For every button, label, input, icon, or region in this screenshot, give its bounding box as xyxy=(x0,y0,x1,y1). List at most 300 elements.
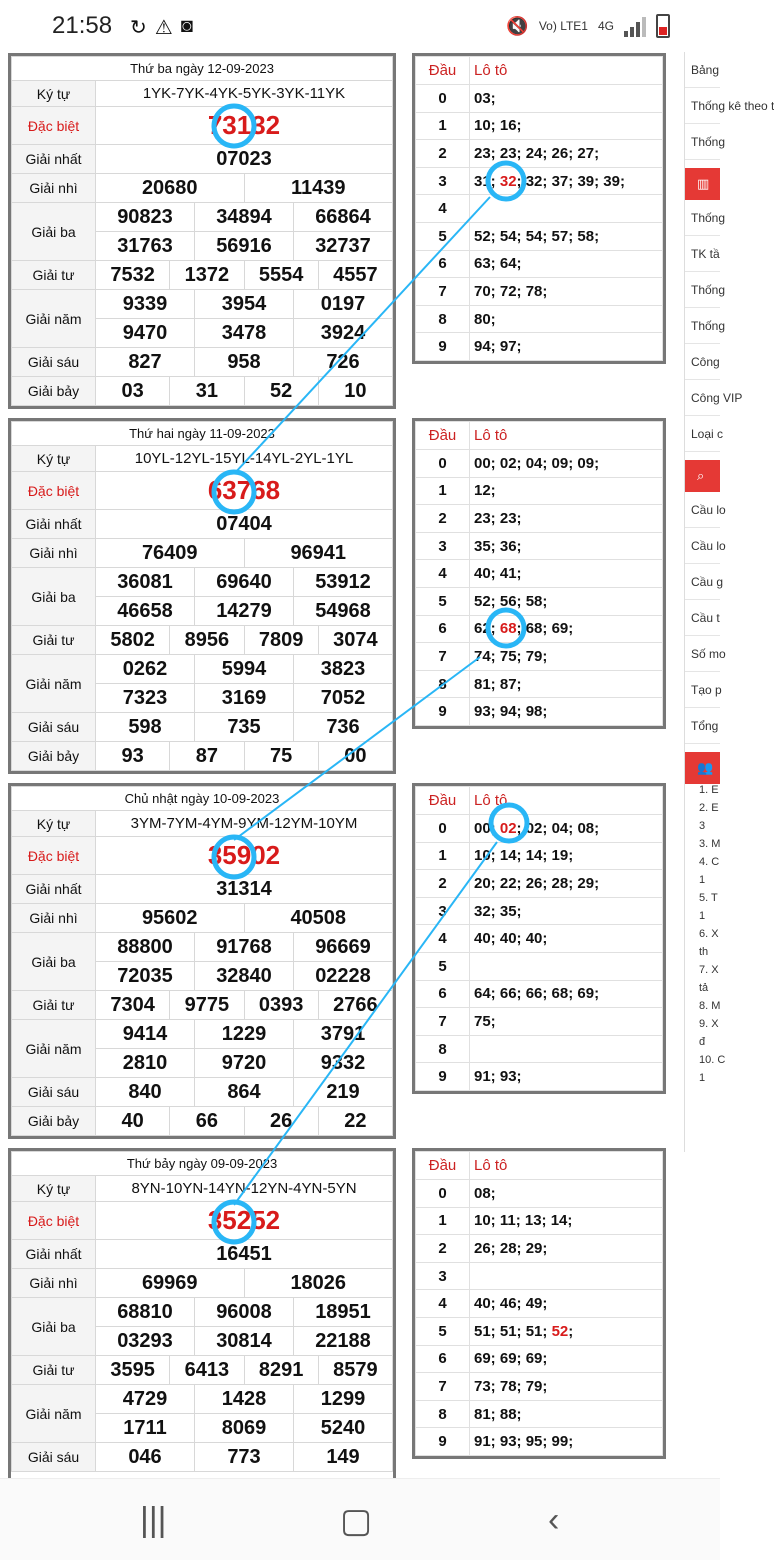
loto-head-digit: 1 xyxy=(416,1207,470,1235)
loto-values xyxy=(470,952,663,980)
row-label: Giải sáu xyxy=(12,1443,96,1472)
loto-values: 52; 56; 58; xyxy=(470,587,663,615)
prize-number: 00 xyxy=(318,742,392,771)
loto-number: 69; xyxy=(551,620,574,638)
loto-number: 00; xyxy=(474,819,500,837)
prize-number: 773 xyxy=(195,1443,294,1472)
prize-number: 03 xyxy=(96,377,170,406)
prize-number: 40508 xyxy=(244,904,393,933)
prize-number: 3074 xyxy=(318,626,392,655)
loto-values: 91; 93; 95; 99; xyxy=(470,1428,663,1456)
users-icon: 👥 xyxy=(685,752,720,784)
prize-number: 32737 xyxy=(294,232,393,261)
sidebar-list-item[interactable]: 1 xyxy=(699,874,706,886)
loto-header-dau: Đầu xyxy=(416,57,470,85)
sidebar-link[interactable]: Công VIP xyxy=(685,380,720,416)
prize-number: 2810 xyxy=(96,1049,195,1078)
sidebar-link[interactable]: Công xyxy=(685,344,720,380)
loto-head-digit: 9 xyxy=(416,333,470,361)
loto-values: 73; 78; 79; xyxy=(470,1373,663,1401)
loto-values: 10; 14; 14; 19; xyxy=(470,842,663,870)
sidebar-link[interactable]: Thống xyxy=(685,308,720,344)
row-label: Giải sáu xyxy=(12,348,96,377)
row-label: Giải nhất xyxy=(12,875,96,904)
prize-number: 8956 xyxy=(170,626,244,655)
loto-values: 64; 66; 66; 68; 69; xyxy=(470,980,663,1008)
loto-head-digit: 6 xyxy=(416,1345,470,1373)
loto-number: 08; xyxy=(577,819,600,837)
recent-apps-button[interactable]: ||| xyxy=(140,1501,167,1539)
prize-number: 68810 xyxy=(96,1298,195,1327)
prize-number: 16451 xyxy=(96,1240,393,1269)
prize-number: 9470 xyxy=(96,319,195,348)
prize-number: 75 xyxy=(244,742,318,771)
prize-number: 598 xyxy=(96,713,195,742)
app-notification-icon: ◙ xyxy=(180,15,193,37)
prize-number: 69640 xyxy=(195,568,294,597)
loto-values: 10; 16; xyxy=(470,112,663,140)
prize-number: 46658 xyxy=(96,597,195,626)
prize-number: 9720 xyxy=(195,1049,294,1078)
prize-number: 11439 xyxy=(244,174,393,203)
loto-values: 70; 72; 78; xyxy=(470,278,663,306)
prize-number: 72035 xyxy=(96,962,195,991)
prize-number: 5802 xyxy=(96,626,170,655)
row-label: Đặc biệt xyxy=(12,837,96,875)
loto-values: 35; 36; xyxy=(470,532,663,560)
sidebar-list-item[interactable]: 10. C xyxy=(699,1054,726,1066)
loto-head-digit: 7 xyxy=(416,278,470,306)
sidebar-list-item[interactable]: 1 xyxy=(699,1072,706,1084)
row-label: Giải nhì xyxy=(12,174,96,203)
loto-values: 69; 69; 69; xyxy=(470,1345,663,1373)
prize-number: 10 xyxy=(318,377,392,406)
row-label: Đặc biệt xyxy=(12,472,96,510)
kytu-value: 10YL-12YL-15YL-14YL-2YL-1YL xyxy=(96,446,393,472)
prize-number: 3823 xyxy=(294,655,393,684)
prize-number: 22 xyxy=(318,1107,392,1136)
prize-number: 5994 xyxy=(195,655,294,684)
loto-head-digit: 5 xyxy=(416,1317,470,1345)
prize-number: 34894 xyxy=(195,203,294,232)
loto-number: 68 xyxy=(499,620,517,638)
prize-number: 6413 xyxy=(170,1356,244,1385)
prize-number: 56916 xyxy=(195,232,294,261)
sidebar-list-item[interactable]: 2. E xyxy=(699,802,719,814)
prize-number: 2766 xyxy=(318,991,392,1020)
loto-number: 52 xyxy=(551,1322,569,1340)
sidebar-link[interactable]: TK tầ xyxy=(685,236,720,272)
prize-number: 1229 xyxy=(195,1020,294,1049)
result-table xyxy=(8,418,396,774)
prize-number: 07023 xyxy=(96,145,393,174)
prize-number: 36081 xyxy=(96,568,195,597)
loto-head-digit: 7 xyxy=(416,643,470,671)
prize-number: 726 xyxy=(294,348,393,377)
loto-values: 31; 32; 32; 37; 39; 39; xyxy=(470,167,663,195)
loto-values: 51; 51; 51; 52; xyxy=(470,1317,663,1345)
prize-number: 149 xyxy=(294,1443,393,1472)
loto-head-digit: 5 xyxy=(416,587,470,615)
loto-values: 08; xyxy=(470,1180,663,1208)
loto-head-digit: 7 xyxy=(416,1373,470,1401)
prize-number: 0262 xyxy=(96,655,195,684)
prize-number: 7304 xyxy=(96,991,170,1020)
prize-number: 30814 xyxy=(195,1327,294,1356)
row-label: Giải tư xyxy=(12,991,96,1020)
prize-number: 22188 xyxy=(294,1327,393,1356)
row-label: Giải ba xyxy=(12,1298,96,1356)
loto-values: 63; 64; xyxy=(470,250,663,278)
sidebar-link[interactable]: Số mo xyxy=(685,636,720,672)
prize-number: 66 xyxy=(170,1107,244,1136)
loto-head-digit: 2 xyxy=(416,1235,470,1263)
loto-head-digit: 2 xyxy=(416,505,470,533)
row-label: Giải tư xyxy=(12,626,96,655)
result-date-title: Thứ ba ngày 12-09-2023 xyxy=(12,57,393,81)
sidebar-list-item[interactable]: đ xyxy=(699,1036,706,1048)
sidebar-link[interactable]: Bảng xyxy=(685,52,720,88)
loto-head-digit: 9 xyxy=(416,1063,470,1091)
row-label: Giải nhất xyxy=(12,510,96,539)
prize-number: 90823 xyxy=(96,203,195,232)
lte-indicator: Vo) LTE1 xyxy=(538,19,588,33)
mute-icon: 🔇 xyxy=(506,15,529,36)
loto-values: 40; 40; 40; xyxy=(470,925,663,953)
sidebar-list-item[interactable]: 3. M xyxy=(699,838,721,850)
prize-number: 7532 xyxy=(96,261,170,290)
home-button[interactable]: ▢ xyxy=(340,1502,373,1540)
loto-header-dau: Đầu xyxy=(416,422,470,450)
prize-number: 4557 xyxy=(318,261,392,290)
battery-icon xyxy=(656,14,670,38)
prize-number: 14279 xyxy=(195,597,294,626)
prize-number: 18026 xyxy=(244,1269,393,1298)
loto-values: 91; 93; xyxy=(470,1063,663,1091)
row-label: Giải nhất xyxy=(12,145,96,174)
sidebar-link[interactable]: Loại c xyxy=(685,416,720,452)
loto-number: 39; xyxy=(603,172,625,190)
prize-number: 9775 xyxy=(170,991,244,1020)
loto-number: 37; xyxy=(551,172,578,190)
prize-number: 03293 xyxy=(96,1327,195,1356)
prize-number: 8291 xyxy=(244,1356,318,1385)
prize-number: 96008 xyxy=(195,1298,294,1327)
result-table xyxy=(8,1148,396,1480)
loto-table xyxy=(412,1148,666,1459)
loto-head-digit: 1 xyxy=(416,842,470,870)
row-label: Giải bảy xyxy=(12,1107,96,1136)
prize-number: 046 xyxy=(96,1443,195,1472)
prize-number: 864 xyxy=(195,1078,294,1107)
loto-header-loto: Lô tô xyxy=(470,787,663,815)
prize-number: 93 xyxy=(96,742,170,771)
loto-number: 31; xyxy=(474,172,500,190)
prize-number: 8069 xyxy=(195,1414,294,1443)
loto-values: 81; 88; xyxy=(470,1400,663,1428)
sidebar-link[interactable]: Tạo p xyxy=(685,672,720,708)
loto-number: 32; xyxy=(525,172,552,190)
prize-number: 20680 xyxy=(96,174,245,203)
prize-number: 5240 xyxy=(294,1414,393,1443)
loto-values: 10; 11; 13; 14; xyxy=(470,1207,663,1235)
row-label: Giải ba xyxy=(12,933,96,991)
prize-number: 827 xyxy=(96,348,195,377)
prize-number: 736 xyxy=(294,713,393,742)
navigation-bar xyxy=(0,1478,720,1560)
loto-values: 32; 35; xyxy=(470,897,663,925)
result-table xyxy=(8,53,396,409)
prize-number: 91768 xyxy=(195,933,294,962)
loto-number: 04; xyxy=(551,819,578,837)
prize-number: 88800 xyxy=(96,933,195,962)
prize-number: 958 xyxy=(195,348,294,377)
loto-table xyxy=(412,783,666,1094)
loto-head-digit: 4 xyxy=(416,1290,470,1318)
prize-number: 3595 xyxy=(96,1356,170,1385)
row-label: Giải ba xyxy=(12,568,96,626)
sidebar-list-item[interactable]: 5. T xyxy=(699,892,718,904)
loto-values: 94; 97; xyxy=(470,333,663,361)
back-button[interactable]: ‹ xyxy=(548,1501,560,1539)
right-sidebar xyxy=(684,52,774,1152)
row-label: Giải sáu xyxy=(12,713,96,742)
loto-values: 52; 54; 54; 57; 58; xyxy=(470,222,663,250)
sidebar-link[interactable]: Thống kê theo t xyxy=(685,88,720,124)
row-label: Giải năm xyxy=(12,290,96,348)
prize-number: 31 xyxy=(170,377,244,406)
signal-icon xyxy=(624,15,646,37)
sidebar-list-item[interactable]: 6. X xyxy=(699,928,719,940)
row-label: Giải năm xyxy=(12,655,96,713)
loto-head-digit: 6 xyxy=(416,980,470,1008)
loto-number: 02 xyxy=(499,819,517,837)
sidebar-link[interactable]: Cầu g xyxy=(685,564,720,600)
sidebar-list-item[interactable]: 8. M xyxy=(699,1000,721,1012)
loto-number: 51; xyxy=(499,1322,526,1340)
sidebar-list-item[interactable]: th xyxy=(699,946,709,958)
loto-head-digit: 5 xyxy=(416,222,470,250)
row-label: Ký tự xyxy=(12,811,96,837)
prize-number: 54968 xyxy=(294,597,393,626)
loto-values xyxy=(470,195,663,223)
loto-number: 51; xyxy=(525,1322,552,1340)
loto-head-digit: 3 xyxy=(416,532,470,560)
prize-number: 219 xyxy=(294,1078,393,1107)
prize-number: 1711 xyxy=(96,1414,195,1443)
network-type: 4G xyxy=(597,19,614,33)
loto-values xyxy=(470,1035,663,1063)
loto-head-digit: 8 xyxy=(416,1035,470,1063)
loto-values: 75; xyxy=(470,1008,663,1036)
loto-values: 40; 46; 49; xyxy=(470,1290,663,1318)
prize-number: 3954 xyxy=(195,290,294,319)
prize-number: 3791 xyxy=(294,1020,393,1049)
prize-number: 735 xyxy=(195,713,294,742)
loto-values: 81; 87; xyxy=(470,670,663,698)
kytu-value: 1YK-7YK-4YK-5YK-3YK-11YK xyxy=(96,81,393,107)
call-forward-icon: ↻ xyxy=(130,17,147,39)
prize-number: 8579 xyxy=(318,1356,392,1385)
loto-head-digit: 8 xyxy=(416,670,470,698)
row-label: Giải bảy xyxy=(12,377,96,406)
loto-values: 80; xyxy=(470,305,663,333)
prize-number: 69969 xyxy=(96,1269,245,1298)
special-prize: 35252 xyxy=(96,1202,393,1240)
prize-number: 40 xyxy=(96,1107,170,1136)
prize-number: 76409 xyxy=(96,539,245,568)
loto-head-digit: 2 xyxy=(416,870,470,898)
loto-head-digit: 0 xyxy=(416,450,470,478)
loto-number: 32 xyxy=(499,172,517,190)
prize-number: 31314 xyxy=(96,875,393,904)
prize-number: 1372 xyxy=(170,261,244,290)
loto-values: 23; 23; xyxy=(470,505,663,533)
prize-number: 02228 xyxy=(294,962,393,991)
prize-number: 840 xyxy=(96,1078,195,1107)
prize-number: 0393 xyxy=(244,991,318,1020)
loto-head-digit: 3 xyxy=(416,1262,470,1290)
loto-head-digit: 0 xyxy=(416,85,470,113)
loto-values: 40; 41; xyxy=(470,560,663,588)
row-label: Giải nhất xyxy=(12,1240,96,1269)
row-label: Giải tư xyxy=(12,1356,96,1385)
loto-header-loto: Lô tô xyxy=(470,57,663,85)
loto-values: 93; 94; 98; xyxy=(470,698,663,726)
prize-number: 66864 xyxy=(294,203,393,232)
prize-number: 18951 xyxy=(294,1298,393,1327)
prize-number: 3478 xyxy=(195,319,294,348)
sidebar-link[interactable]: Cầu t xyxy=(685,600,720,636)
loto-values: 00; 02; 02; 04; 08; xyxy=(470,815,663,843)
status-bar xyxy=(0,0,720,52)
prize-number: 96669 xyxy=(294,933,393,962)
kytu-value: 8YN-10YN-14YN-12YN-4YN-5YN xyxy=(96,1176,393,1202)
chart-icon: ▥ xyxy=(685,168,720,200)
sidebar-link[interactable]: Thống xyxy=(685,272,720,308)
row-label: Ký tự xyxy=(12,446,96,472)
loto-number: 02; xyxy=(525,819,552,837)
loto-head-digit: 4 xyxy=(416,560,470,588)
sidebar-list-item[interactable]: 3 xyxy=(699,820,706,832)
row-label: Giải ba xyxy=(12,203,96,261)
special-prize: 63768 xyxy=(96,472,393,510)
row-label: Giải năm xyxy=(12,1020,96,1078)
row-label: Giải nhì xyxy=(12,1269,96,1298)
loto-table xyxy=(412,418,666,729)
prize-number: 26 xyxy=(244,1107,318,1136)
loto-head-digit: 6 xyxy=(416,250,470,278)
prize-number: 9414 xyxy=(96,1020,195,1049)
sidebar-link[interactable]: Thống xyxy=(685,200,720,236)
prize-number: 7323 xyxy=(96,684,195,713)
status-time: 21:58 xyxy=(52,12,113,39)
loto-header-loto: Lô tô xyxy=(470,1152,663,1180)
prize-number: 1299 xyxy=(294,1385,393,1414)
sidebar-list-item[interactable]: 1. E xyxy=(699,784,719,796)
loto-header-loto: Lô tô xyxy=(470,422,663,450)
loto-head-digit: 1 xyxy=(416,112,470,140)
loto-head-digit: 9 xyxy=(416,698,470,726)
loto-table xyxy=(412,53,666,364)
prize-number: 7809 xyxy=(244,626,318,655)
loto-values: 20; 22; 26; 28; 29; xyxy=(470,870,663,898)
result-date-title: Thứ hai ngày 11-09-2023 xyxy=(12,422,393,446)
prize-number: 3924 xyxy=(294,319,393,348)
row-label: Giải tư xyxy=(12,261,96,290)
loto-number: 62; xyxy=(474,620,500,638)
sidebar-link[interactable]: Cầu lo xyxy=(685,528,720,564)
row-label: Giải sáu xyxy=(12,1078,96,1107)
row-label: Đặc biệt xyxy=(12,1202,96,1240)
prize-number: 07404 xyxy=(96,510,393,539)
prize-number: 0197 xyxy=(294,290,393,319)
loto-number: 39; xyxy=(577,172,604,190)
loto-values: 74; 75; 79; xyxy=(470,643,663,671)
loto-values: 12; xyxy=(470,477,663,505)
loto-number: 68; xyxy=(525,620,552,638)
sidebar-list-item[interactable]: 1 xyxy=(699,910,706,922)
loto-header-dau: Đầu xyxy=(416,787,470,815)
loto-values: 23; 23; 24; 26; 27; xyxy=(470,140,663,168)
sidebar-link[interactable]: Cầu lo xyxy=(685,492,720,528)
row-label: Ký tự xyxy=(12,81,96,107)
loto-head-digit: 2 xyxy=(416,140,470,168)
loto-head-digit: 3 xyxy=(416,897,470,925)
loto-head-digit: 7 xyxy=(416,1008,470,1036)
prize-number: 1428 xyxy=(195,1385,294,1414)
result-date-title: Chủ nhật ngày 10-09-2023 xyxy=(12,787,393,811)
prize-number: 9339 xyxy=(96,290,195,319)
prize-number: 95602 xyxy=(96,904,245,933)
row-label: Ký tự xyxy=(12,1176,96,1202)
loto-values xyxy=(470,1262,663,1290)
prize-number: 9332 xyxy=(294,1049,393,1078)
row-label: Giải năm xyxy=(12,1385,96,1443)
loto-head-digit: 0 xyxy=(416,815,470,843)
prize-number: 87 xyxy=(170,742,244,771)
prize-number: 5554 xyxy=(244,261,318,290)
loto-head-digit: 5 xyxy=(416,952,470,980)
row-label: Đặc biệt xyxy=(12,107,96,145)
loto-values: 26; 28; 29; xyxy=(470,1235,663,1263)
sidebar-list-item[interactable]: tả xyxy=(699,982,709,994)
sidebar-list-item[interactable]: 4. C xyxy=(699,856,720,868)
sidebar-list-item[interactable]: 7. X xyxy=(699,964,719,976)
prize-number: 52 xyxy=(244,377,318,406)
sidebar-link[interactable]: Thống xyxy=(685,124,720,160)
loto-values: 03; xyxy=(470,85,663,113)
warning-icon: ⚠ xyxy=(154,17,173,39)
prize-number: 3169 xyxy=(195,684,294,713)
loto-head-digit: 6 xyxy=(416,615,470,643)
sidebar-link[interactable]: Tổng xyxy=(685,708,720,744)
row-label: Giải bảy xyxy=(12,742,96,771)
prize-number: 7052 xyxy=(294,684,393,713)
loto-head-digit: 1 xyxy=(416,477,470,505)
result-table xyxy=(8,783,396,1139)
loto-head-digit: 4 xyxy=(416,925,470,953)
prize-number: 31763 xyxy=(96,232,195,261)
loto-head-digit: 8 xyxy=(416,305,470,333)
loto-number: 51; xyxy=(474,1322,500,1340)
prize-number: 4729 xyxy=(96,1385,195,1414)
sidebar-list-item[interactable]: 9. X xyxy=(699,1018,719,1030)
loto-head-digit: 8 xyxy=(416,1400,470,1428)
loto-head-digit: 4 xyxy=(416,195,470,223)
search-icon: ⌕ xyxy=(685,460,720,492)
loto-head-digit: 0 xyxy=(416,1180,470,1208)
